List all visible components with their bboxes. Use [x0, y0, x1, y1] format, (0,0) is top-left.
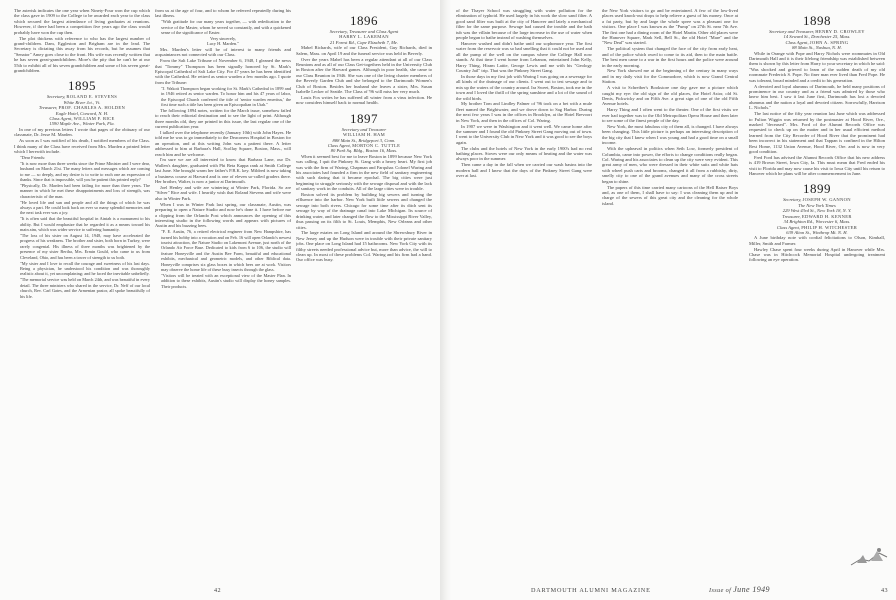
- officer-header: Secretary, ROLAND E. STEVENS White River Jct., Vt.: [46, 94, 118, 105]
- quoted-paragraph: "Dear Friends:: [20, 154, 46, 160]
- column-l1: [14, 8, 150, 299]
- paragraph: I'm sure we are all interested to know that Barbara Lane, our Dr. Wallen's daughter, graduated with Phi Beta Kappa rank at Smith College last June. She brought warm her father's P.B.K. key. Mildred is now taking a business course at Harvard and is one of eleven so-called graders there. Her brother, Walter, is now a junior at Dartmouth.: [155, 157, 291, 185]
- officer-header: Class Agent, JOHN A. SPRING 88 Main St., Nashua, N. H.: [785, 39, 849, 51]
- paragraph: New York showed me at the beginning of the century in many ways and in my daily visit for the Commodore, which is now Grand Central Station.: [602, 68, 738, 85]
- class-year-heading: 1895: [68, 78, 96, 94]
- page-number-left: 42: [214, 587, 221, 594]
- paragraph: As soon as I was notified of his death, I notified members of the Class. I think many of the Class have received from Mrs. Marden a printed letter which I herewith include.: [14, 138, 150, 154]
- quoted-paragraph: "With gratitude for our many years together, — with rededication to the service of the Master, whom he served so constantly, and with a quickened sense of the significance of Easter.: [161, 19, 291, 36]
- officer-header: Secretary, JOSEPH W. GANNON The New York Times 229 West 43rd St., New York 18, N. Y.: [782, 197, 852, 214]
- paragraph: With the upheaval in politics when Seth Low, formerly president of Columbia, came into power, the efforts to change conditions really began. Col. Waring and his associates to clean up the city were very evident. This great army of men, who were dressed in their white suits and white hats with wheel push carts and brooms, changed it all from a rubbishy, dirty, smelly city to one of the grand avenues and many of the cross streets began to shine.: [602, 146, 738, 184]
- quoted-paragraph: "Visitors will be treated with an exceptional view of the Master Plan. In addition to these exhibits, Austin's studio will display the honey samples. Their products.: [161, 273, 291, 289]
- issue-prefix: Issue of: [709, 587, 732, 594]
- officer-header: Secretary and Treasurer, HENRY D. CROWLEY 14 Seward St., Dorchester 25, Mass.: [769, 29, 865, 40]
- quoted-paragraph: "The loss of his sister on August 14, 1948, may have accelerated the progress of his weakness. The brother and sister, both born in Turkey, were rarely congenial. His illness of three months was brightened by the presence of my sister Bertha, Mrs. Ermin Gould, who came to us from Cleveland, Ohio, and has been a tower of strength to us both.: [20, 233, 150, 260]
- officer-header: Class Agent, WILLIAM F. RICE 1590 Maple Ave., Winter Park, Fla.: [49, 116, 115, 127]
- officer-header: Treasurer, PROF. CHARLES A. HOLDEN Eagle Hotel, Concord, N. H.: [38, 105, 126, 116]
- paragraph: The asterisk indicates the one year when Ninety-Four won the cup which the class gave in 1909 to the College to be awarded each year to the class which secured the largest attendance of living graduates at reunions. However, if there had been a competition five years ago the class would probably have won the cup then.: [14, 8, 150, 35]
- issue-line: [709, 585, 770, 594]
- paragraph: From the Salt Lake Tribune of November 6, 1948, I gleaned the news that "Tommy" Thompson has been signally honored by St. Mark's Episcopal Cathedral of Salt Lake City. For 47 years he has been identified with the Cathedral. He retired as senior warden a few months ago. I quote from the Tribune:: [155, 58, 291, 85]
- paragraph: The clubs and the hotels of New York in the early 1900's had no real bathing places. Stoves were our only means of heating and the water was always poor in the summer.: [456, 145, 592, 162]
- paragraph: New York, the most fabulous city of them all, is changed. I have always been changing. This little picture is perhaps an interesting description of the big city that I knew when I was young and had a good time on a small income.: [602, 124, 738, 146]
- right-page: [451, 0, 896, 600]
- quoted-paragraph: "F. E. Austin, 76, a retired electrical engineer from New Hampshire, has turned his hobby into a vocation and on Feb. 16 will open Orlando's newest tourist attraction, the Nature Studio on Lakemont Avenue, just north of the Orlando Air Force Base. Dedicated to kids from 6 to 106, the studio will feature Honeyville and the Austin Bee Farm, beautiful and educational exhibits, mechanical and geometric models, and other Biblical data. Honeyville comprises six glass boxes in which bees are at work. Visitors may observe the home life of these busy insects through the glass.: [161, 229, 291, 273]
- paragraph: from us at the age of four, and to whom he referred repeatedly during his last illness.: [155, 8, 291, 19]
- paragraph: the New York visitors to go and be entertained. A few of the low-lived places used knock-out drops to help relieve a guest of his money. Once at a fat party, but by and large the whole spree was a pleasant one for visitors. One place I was known as the "Pump" on 27th St. near 7th Ave. The first one had a dining room of the Hotel Martin. Other old places were the Hanover Square, Mark Sell, Bell St., the old Hotel "Mare" and the "New Deal" was started.: [602, 8, 738, 46]
- class-year-heading: 1896: [350, 13, 378, 28]
- quoted-paragraph: "The memorial service was held on March 24th, and was beautiful in every detail. The three ministers who shared in the service, Dr. Neff of our local church, Rev. Carl Gates, and the Armenian pastor, all spoke beautifully of his life.: [20, 277, 150, 299]
- quoted-paragraph: "My sister and I love to recall the courage and sweetness of his last days. Being a physician, he understood his condition and was thoroughly realistic about it, yet uncomplaining; and he faced the inevitable unbeliefly.: [20, 260, 150, 277]
- paragraph: Mrs. Marden's letter will be of interest to many friends and acquaintances not connected with our Class.: [155, 46, 291, 58]
- column-l3: [296, 8, 432, 263]
- paragraph: Boston solved its problem by building big sewers and turning the effluence into the harbor. New York built little sewers and changed the sewage into both rivers. Chicago for some time after its ditch sent its sewage by way of the drainage canal into Lake Michigan. Its source of drinking water, and later changed the flow to the Mississippi River Valley, thus passing on its filth to St. Louis, Memphis, New Orleans and other cities.: [296, 192, 432, 230]
- paragraph: When I was in Winter Park last spring, our classmate, Austin, was preparing to open a Nature Studio and now he's done it. I have before me a clipping from the Orlando Post which announces the opening of this interesting studio in the following words and appears with pictures of Austin and his buzzing bees.: [155, 201, 291, 229]
- paragraph: In those days in my first job with Waring I was going on a sewerage for all kinds of the drainage of our clients. I went out to test sewage and to mix up the waters of the country around. Ira Sweet, Boston, took me in the town and I loved the thrill of the spring sunshine and a lot of the sound of the wild birds.: [456, 73, 592, 101]
- paragraph: Harry Thing and I often went to the theater. One of the first visits we ever had together was to the Old Metropolitan Opera House and then later to see some of the finest people of the day.: [602, 107, 738, 124]
- column-r3: [749, 8, 885, 263]
- paragraph: Then came a day in the fall when we carried our wash basins into the modern hall and I knew that the days of the Pinkney Street Gang were over at last.: [456, 162, 592, 179]
- left-page: [0, 0, 441, 600]
- paragraph: Mabel Richards, wife of our Class President, Guy Richards, died in Salem, Mass. on April 19 and the funeral service was held in Beverly.: [296, 45, 432, 56]
- paragraph: A June birthday note with cordial felicitations to Olson, Kimball, Miller, Smith and Farmer.: [749, 235, 885, 246]
- paragraph: Hawley Chase spent four weeks during April in Hanover while Mrs. Chase was in Hitchcock Memorial Hospital undergoing treatment following an eye operation.: [749, 246, 885, 263]
- paragraph: When it seemed best for me to leave Boston in 1899 because New York was calling, I quit the Pinkney St. Gang with a heavy heart. My first job was with the firm of Waring, Chapman and Farquhar. Colonel Waring and his associates had founded a firm in the new field of sanitary engineering with such daring that it became epochal. The big cities were just beginning to struggle seriously with the sewage disposal and with the lack of sanitary work in the conduits. All of the large cities were in trouble.: [296, 153, 432, 192]
- class-year-heading: 1899: [803, 181, 831, 197]
- quoted-paragraph: "It is now more than three weeks since the Prime Minister and I were dear, husband on March 21st. The many letters and messages which are coming to me — so deeply, and my desire is to write to each one an expression of thanks. Since that is impossible, will you be patient this printed reply?: [20, 160, 150, 182]
- officer-header: Class Agent, PHILIP H. WITCHESTER 639 Alton St., Winthrop Mt. N. H.: [776, 224, 858, 235]
- paragraph: Joel Henley and wife are wintering at Winter Park, Florida. So are "Silver" Rice and wife. I heartily wish that Roland Stevens and wife were also in Winter Park.: [155, 185, 291, 201]
- paragraph: The political system that changed the face of the city from early heat, and of the police which owed to come to its aid, then to the main battle. The best men came to a war in the first hours and the police were around in the early morning.: [602, 46, 738, 68]
- paragraph: A devoted and loyal alumnus of Dartmouth, he held many positions of prominence in our country and as a friend was admired by those who knew him best. I saw it last June first, Dartmouth has lost a devoted alumnus and the nation a loyal and devoted citizen. Sorrowfully, Harrison L. Nichols.": [749, 83, 885, 111]
- page-number-right: 43: [881, 587, 888, 594]
- officer-header: Secretary, Treasurer and Class Agent HARRY L. LAKEMAN 21 Forest Rd., Cape Elizabeth 7, Me.: [329, 29, 399, 45]
- paragraph: A visit to Schreiber's Bookstore one day gave me a picture which caught my eye: the old sign of the old places, the Hotel Astor, old St. Denis, Pickwicky and on Fifth Ave. a great sign of one of the old Fifth Avenue hotels.: [602, 85, 738, 107]
- column-r2: [602, 8, 738, 207]
- signature: Very sincerely, Lucy H. Marden.": [206, 36, 240, 47]
- paragraph: In 1907 we were in Washington and it went well. We came home after the summer and I found the old Pinkney Street Gang moving out of town. I went to the University Club in New York and it was good to see the boys again.: [456, 123, 592, 145]
- paragraph: The large estates on Long Island and around the Shrewsbury River in New Jersey and up the Hudson were in trouble with their private sanitary jobs. One place on Long Island had 15 bathrooms. New York City with its filthy streets needed professional advice but, more than advice, the will to clean up. In most of these problems Col. Waring and his firm had a hand. Our office was busy.: [296, 230, 432, 263]
- paragraph: I talked over the telephone recently (January 10th) with John Hayes. He told me he was to go immediately to the Deaconess Hospital in Boston for an operation, and at this writing John was a patient there. A letter addressed to him at Barbara's Hall, Scollay Square, Boston, Mass., will reach him and be welcome.: [155, 129, 291, 157]
- column-r1: [456, 8, 592, 179]
- paragraph: My brother Tom and Lindley Palmer of '96 took on a bet with a mule fleet named the Brightwater, and we drove down to Sag Harbor. During the next few years I was in the offices in Brooklyn, at the Hotel Brevoort in New York, and then in the offices of Col. Waring.: [456, 101, 592, 123]
- paragraph: The following 1894 notes, written for the March issue, somehow failed to reach their editorial destination and to see the light of print. Although three months old, they are printed in this issue, the last regular one of the current publication year.: [155, 107, 291, 130]
- paragraph: The last notice of the fifty year reunion last June which was addressed to Fulton Wiggin was returned by the postmaster at Hood River, Ore., marked "deceased". Mrs. Ford of the Alumni Records Office was requested to check up on the matter and in her usual efficient method learned from the City Recorder of Hood River that the prominent had been incorrect in his statement and that Tappan is confined in the Hilton Rest Home, 1132 Union Avenue, Hood River, Ore. and is now in very good condition.: [749, 111, 885, 154]
- quoted-paragraph: "J. Wakott Thompson began working for St. Mark's Cathedral in 1899 and in 1946 retired as senior warden. To honor him and his 47 years of labor, the Episcopal Church conferred the title of 'senior warden emeritus,' the first time such a title has been given an Episcopalian in Utah.": [161, 85, 291, 107]
- paragraph: Fred Ford has advised the Alumni Records Office that his new address is 419 Brown Street, Iowa City, Ia. This must mean that Fred ended his visit to Florida and may now cause his visit to Iowa City until his return to Hanover which he plans will be after commencement in June.: [749, 154, 885, 177]
- quoted-paragraph: "Physically, Dr. Marden had been failing for more than three years. The manner in which he met these disappointments and loss of strength, was characteristic of the man.: [20, 182, 150, 199]
- paragraph: Over the years Mabel has been a regular attendant at all of our Class Reunions and as all of our Class Get-togethers held in the University Club in Boston after the Harvard games. Although in poor health, she came to our Class Reunion in 1946. She was one of the living charter members of the Beverly Garden Club and she belonged to the Dartmouth Women's Club of Boston. Besides her husband she leaves a sister, Mrs. Susan Isabelle Lecker of Seattle. The Class of '96 will miss her very much.: [296, 56, 432, 94]
- issue-month-year: June 1949: [733, 585, 770, 594]
- officer-header: Secretary and Treasurer WILLIAM H. HAM 888 Main St., Bridgeport 3, Conn.: [332, 126, 396, 143]
- officer-header: Class Agent, MORTON C. TUTTLE 80 Park Sq. Bldg., Boston 16, Mass.: [327, 142, 401, 154]
- quoted-paragraph: "It is often said that the beautiful hospital in Aintab is a monument to his ability. But I would emphasize that he regarded it as a means toward his main aim, which was wider service to suffering humanity.: [20, 216, 150, 233]
- paragraph: Hanover washed and didn't bathe until our sophomore year. The first water from the reservoir was so bad smelling that it could not be used and all the pump of the well on the campus where the College Hall now stands. At that time I went home from Lebanon, entertained John Kelly, Harry Thing, Hiram Lattie, George Lewis and me with his "Geology Country Jail" trip. That was the Pinkney Street Gang.: [456, 40, 592, 73]
- quoted-paragraph: "He loved life and sun and people and all the things of which he was always a part. He could look back on ever so many splendid memories and the next task ever was a joy.: [20, 199, 150, 216]
- paragraph: In one of my previous letters I wrote that pages of the obituary of our classmate, Dr. Jesse M. Marden.: [14, 126, 150, 138]
- paragraph: The papers of this time carried many cartoons of the Hell Raiser Boys and, as one of them, I shall have to say: I was cleaning them up and in charge of the sewers of this great city and the cleaning for the whole island.: [602, 184, 738, 206]
- gutter: [440, 0, 451, 600]
- class-year-heading: 1897: [350, 110, 378, 126]
- paragraph: The plot thickens with reference to who has the largest number of grand-children. Dam, Eggleston and Brigham are in the lead. The Secretary is dictating this away from his records, but he assumes that "Senator" Amey goes close to the front. His wife was recently written that he has seven great-grandchildren. More's the pity that he can't be at our 55th to exhibit all of his seven grandchildren and some of his seven great-grandchildren.: [14, 35, 150, 73]
- paragraph: While in Orange with Pope and Harry Nichols were roommates in Old Dartmouth Hall and it is their lifelong friendship was established between them is shown by this letter from Harry to your secretary in which he said: "Was shocked and grieved to learn of the sudden death of my old roommate Frederick S. Pope. No finer man ever lived than Fred Pope. He was tolerant, broad minded and a credit to his generation.: [749, 50, 885, 83]
- paragraph: Louis Fox writes he has suffered all winter from a virus infection. He now considers himself back to normal health.: [296, 94, 432, 106]
- column-l2: [155, 8, 291, 290]
- paragraph: of the Thayer School was struggling with water pollution for the elimination of typhoid. He used largely in his work the slow sand filter. A good sand filter was built at the city of Hanover and lately a mechanical filter for the same purpose. Sewage had caused the trouble and the bath tub was the villain because of the large increase in the use of water when people began to bathe instead of washing themselves.: [456, 8, 592, 41]
- class-year-heading: 1898: [803, 13, 831, 28]
- officer-header: Treasurer, EDWARD H. KENNER 34 Brighton Rd., Worcester 6, Mass.: [782, 213, 852, 225]
- illustration-icon: [849, 545, 889, 569]
- magazine-title: DARTMOUTH ALUMNI MAGAZINE: [531, 587, 651, 594]
